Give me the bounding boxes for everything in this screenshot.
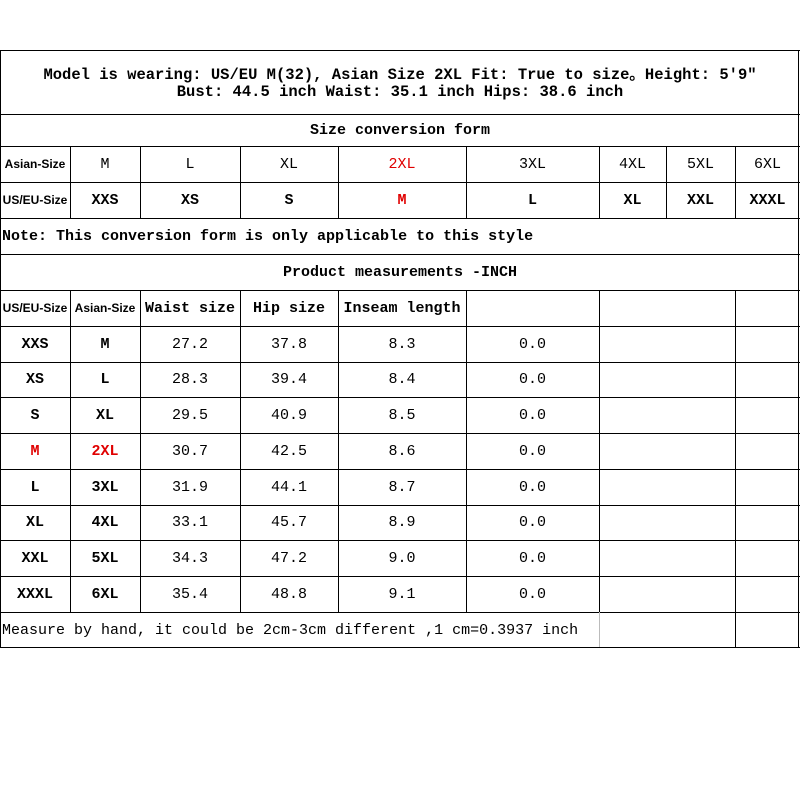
measure-cell-inseam: 8.7 [388,478,416,496]
measure-cell-us: L [30,478,40,496]
us-size-cell: XL [623,191,642,209]
measure-cell-inseam: 9.1 [388,585,416,603]
measure-cell-inseam: 8.5 [388,407,416,424]
measure-cell-hip: 37.8 [270,335,307,353]
model-info-line: Model is wearing: US/EU M(32), Asian Size 2XL Fit: True to size。Height: 5'9" [43,66,757,84]
measure-cell-us: XXXL [16,585,53,603]
measure-cell-asian: XL [95,407,114,424]
asian-size-row-label: Asian-Size [4,157,66,171]
measurements-title: Product measurements -INCH [282,263,518,281]
measure-cell-extra: 0.0 [518,478,546,496]
conversion-title: Size conversion form [309,121,491,139]
measure-cell-waist: 35.4 [171,585,208,603]
measure-cell-inseam: 8.9 [388,514,416,532]
us-size-cell-highlight: M [397,191,407,209]
body-measurements-line: Bust: 44.5 inch Waist: 35.1 inch Hips: 38.6 inch [176,83,624,101]
conversion-note: Note: This conversion form is only applicable to this style [2,227,534,245]
us-size-cell: S [284,191,294,209]
measure-cell-extra: 0.0 [518,335,546,353]
measure-footnote: Measure by hand, it could be 2cm-3cm different ,1 cm=0.3937 inch [2,621,579,639]
measure-cell-hip: 48.8 [270,585,307,603]
measure-cell-extra: 0.0 [518,407,546,424]
asian-size-cell: XL [279,155,298,173]
measure-cell-hip: 44.1 [270,478,307,496]
measure-cell-waist: 28.3 [171,371,208,389]
header-hip-size: Hip size [252,299,325,317]
asian-size-cell: 3XL [518,155,546,173]
measure-cell-us: XXL [21,550,49,567]
measure-cell-waist: 31.9 [171,478,208,496]
asian-size-cell: 4XL [618,155,646,173]
header-asian-size: Asian-Size [74,301,136,315]
measure-cell-us: XL [25,514,44,532]
measure-cell-hip: 45.7 [270,514,307,532]
measure-cell-asian: 2XL [91,442,119,460]
us-size-cell: XXS [91,191,119,209]
header-inseam-length: Inseam length [343,299,461,317]
asian-size-cell: 5XL [686,155,714,173]
measure-cell-asian: L [100,371,110,389]
asian-size-cell-highlight: 2XL [388,155,416,173]
measure-cell-asian: 5XL [91,550,119,567]
header-us-size: US/EU-Size [2,301,68,315]
measure-cell-inseam: 8.3 [388,335,416,353]
measure-cell-extra: 0.0 [518,442,546,460]
measure-cell-asian: 3XL [91,478,119,496]
measure-cell-us: XXS [21,335,49,353]
measure-cell-extra: 0.0 [518,514,546,532]
us-size-cell: L [527,191,537,209]
measure-cell-waist: 33.1 [171,514,208,532]
measure-cell-us: XS [25,371,44,389]
measure-cell-asian: 4XL [91,514,119,532]
measure-cell-inseam: 8.4 [388,371,416,389]
measure-cell-extra: 0.0 [518,371,546,389]
measure-cell-asian: M [100,335,110,353]
measure-cell-waist: 34.3 [171,550,208,567]
us-size-cell: XXXL [749,191,786,209]
us-size-cell: XXL [686,191,714,209]
measure-cell-hip: 47.2 [270,550,307,567]
measure-cell-asian: 6XL [91,585,119,603]
asian-size-cell: L [185,155,195,173]
measure-cell-us: S [30,407,40,424]
us-size-cell: XS [180,191,199,209]
measure-cell-hip: 42.5 [270,442,307,460]
measure-cell-extra: 0.0 [518,550,546,567]
measure-cell-hip: 40.9 [270,407,307,424]
us-size-row-label: US/EU-Size [2,193,68,207]
measure-cell-hip: 39.4 [270,371,307,389]
measure-cell-inseam: 8.6 [388,442,416,460]
header-waist-size: Waist size [144,299,235,317]
measure-cell-waist: 29.5 [171,407,208,424]
measure-cell-inseam: 9.0 [388,550,416,567]
measure-cell-us: M [30,442,40,460]
measure-cell-waist: 27.2 [171,335,208,353]
asian-size-cell: 6XL [753,155,781,173]
asian-size-cell: M [100,155,110,173]
measure-cell-extra: 0.0 [518,585,546,603]
measure-cell-waist: 30.7 [171,442,208,460]
